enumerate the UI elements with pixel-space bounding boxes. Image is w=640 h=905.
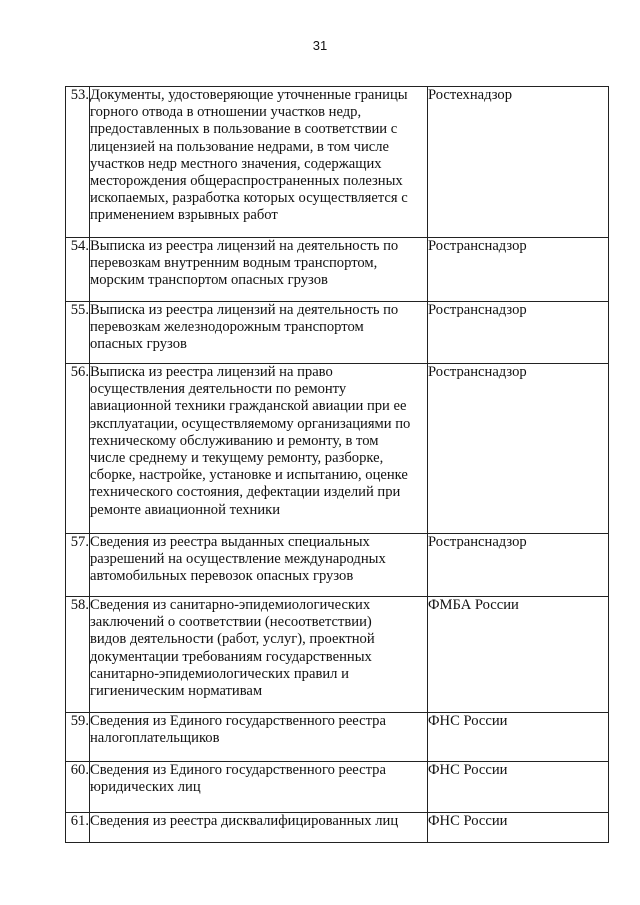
description-line: сборке, настройке, установке и испытанию, оценке bbox=[90, 467, 408, 484]
description-line: участков недр местного значения, содержащих bbox=[90, 155, 382, 172]
row-authority: ФНС России bbox=[428, 762, 609, 813]
row-number: 58. bbox=[66, 597, 90, 713]
description-line: числе среднему и текущему ремонту, разборке, bbox=[90, 450, 384, 467]
row-authority: Ростехнадзор bbox=[428, 87, 609, 238]
description-line: лицензией на пользование недрами, в том числе bbox=[90, 138, 390, 155]
description-line: юридических лиц bbox=[90, 779, 201, 796]
description-line: заключений о соответствии (несоответствии) bbox=[90, 614, 372, 631]
row-number: 56. bbox=[66, 364, 90, 534]
row-number: 60. bbox=[66, 762, 90, 813]
services-table bbox=[65, 86, 609, 843]
table-row bbox=[66, 813, 609, 843]
row-number: 53. bbox=[66, 87, 90, 238]
description-line: санитарно-эпидемиологических правил и bbox=[90, 665, 349, 682]
table-row bbox=[66, 302, 609, 364]
description-line: техническому обслуживанию и ремонту, в том bbox=[90, 432, 379, 449]
row-authority: Ространснадзор bbox=[428, 534, 609, 597]
row-authority: ФМБА России bbox=[428, 597, 609, 713]
row-number: 57. bbox=[66, 534, 90, 597]
description-line: разрешений на осуществление международных bbox=[90, 551, 386, 568]
row-description bbox=[90, 813, 428, 843]
table-row bbox=[66, 87, 609, 238]
table-body bbox=[66, 87, 609, 843]
table-row bbox=[66, 534, 609, 597]
row-number: 61. bbox=[66, 813, 90, 843]
row-authority: ФНС России bbox=[428, 713, 609, 762]
description-line: эксплуатации, осуществляемому организациями по bbox=[90, 415, 411, 432]
description-line: Выписка из реестра лицензий на деятельность по bbox=[90, 302, 399, 318]
description-line: месторождения общераспространенных полезных bbox=[90, 173, 403, 190]
row-authority: Ространснадзор bbox=[428, 302, 609, 364]
description-line: перевозкам внутренним водным транспортом, bbox=[90, 255, 378, 272]
row-number: 59. bbox=[66, 713, 90, 762]
row-number: 55. bbox=[66, 302, 90, 364]
row-description bbox=[90, 302, 428, 364]
description-line: Выписка из реестра лицензий на деятельность по bbox=[90, 238, 399, 254]
description-line: технического состояния, дефектации изделий при bbox=[90, 484, 401, 501]
row-description bbox=[90, 534, 428, 597]
description-line: видов деятельности (работ, услуг), проектной bbox=[90, 631, 375, 648]
description-line: осуществления деятельности по ремонту bbox=[90, 381, 347, 398]
description-line: Сведения из реестра дисквалифицированных лиц bbox=[90, 813, 399, 829]
row-description bbox=[90, 762, 428, 813]
row-description bbox=[90, 364, 428, 534]
description-line: Выписка из реестра лицензий на право bbox=[90, 364, 333, 380]
description-line: перевозкам железнодорожным транспортом bbox=[90, 319, 364, 336]
description-line: авиационной техники гражданской авиации при ее bbox=[90, 398, 407, 415]
row-number: 54. bbox=[66, 238, 90, 302]
description-line: налогоплательщиков bbox=[90, 730, 220, 747]
description-line: Сведения из реестра выданных специальных bbox=[90, 534, 370, 550]
table-row bbox=[66, 364, 609, 534]
description-line: гигиеническим нормативам bbox=[90, 683, 263, 700]
description-line: Документы, удостоверяющие уточненные границы bbox=[90, 87, 408, 103]
description-line: морским транспортом опасных грузов bbox=[90, 272, 328, 289]
description-line: Сведения из Единого государственного реестра bbox=[90, 762, 386, 778]
row-description bbox=[90, 713, 428, 762]
description-line: документации требованиям государственных bbox=[90, 648, 372, 665]
row-authority: Ространснадзор bbox=[428, 238, 609, 302]
description-line: предоставленных в пользование в соответствии с bbox=[90, 121, 398, 138]
description-line: применением взрывных работ bbox=[90, 207, 278, 224]
description-line: горного отвода в отношении участков недр, bbox=[90, 104, 362, 121]
table-row bbox=[66, 762, 609, 813]
row-description bbox=[90, 238, 428, 302]
description-line: автомобильных перевозок опасных грузов bbox=[90, 568, 354, 585]
description-line: Сведения из санитарно-эпидемиологических bbox=[90, 597, 371, 613]
row-description bbox=[90, 597, 428, 713]
row-description bbox=[90, 87, 428, 238]
table-row bbox=[66, 713, 609, 762]
table-row bbox=[66, 597, 609, 713]
row-authority: ФНС России bbox=[428, 813, 609, 843]
description-line: Сведения из Единого государственного реестра bbox=[90, 713, 386, 729]
description-line: опасных грузов bbox=[90, 336, 187, 353]
row-authority: Ространснадзор bbox=[428, 364, 609, 534]
page-number: 31 bbox=[312, 38, 328, 53]
description-line: ископаемых, разработка которых осуществляется с bbox=[90, 190, 408, 207]
table-row bbox=[66, 238, 609, 302]
description-line: ремонте авиационной техники bbox=[90, 501, 281, 518]
